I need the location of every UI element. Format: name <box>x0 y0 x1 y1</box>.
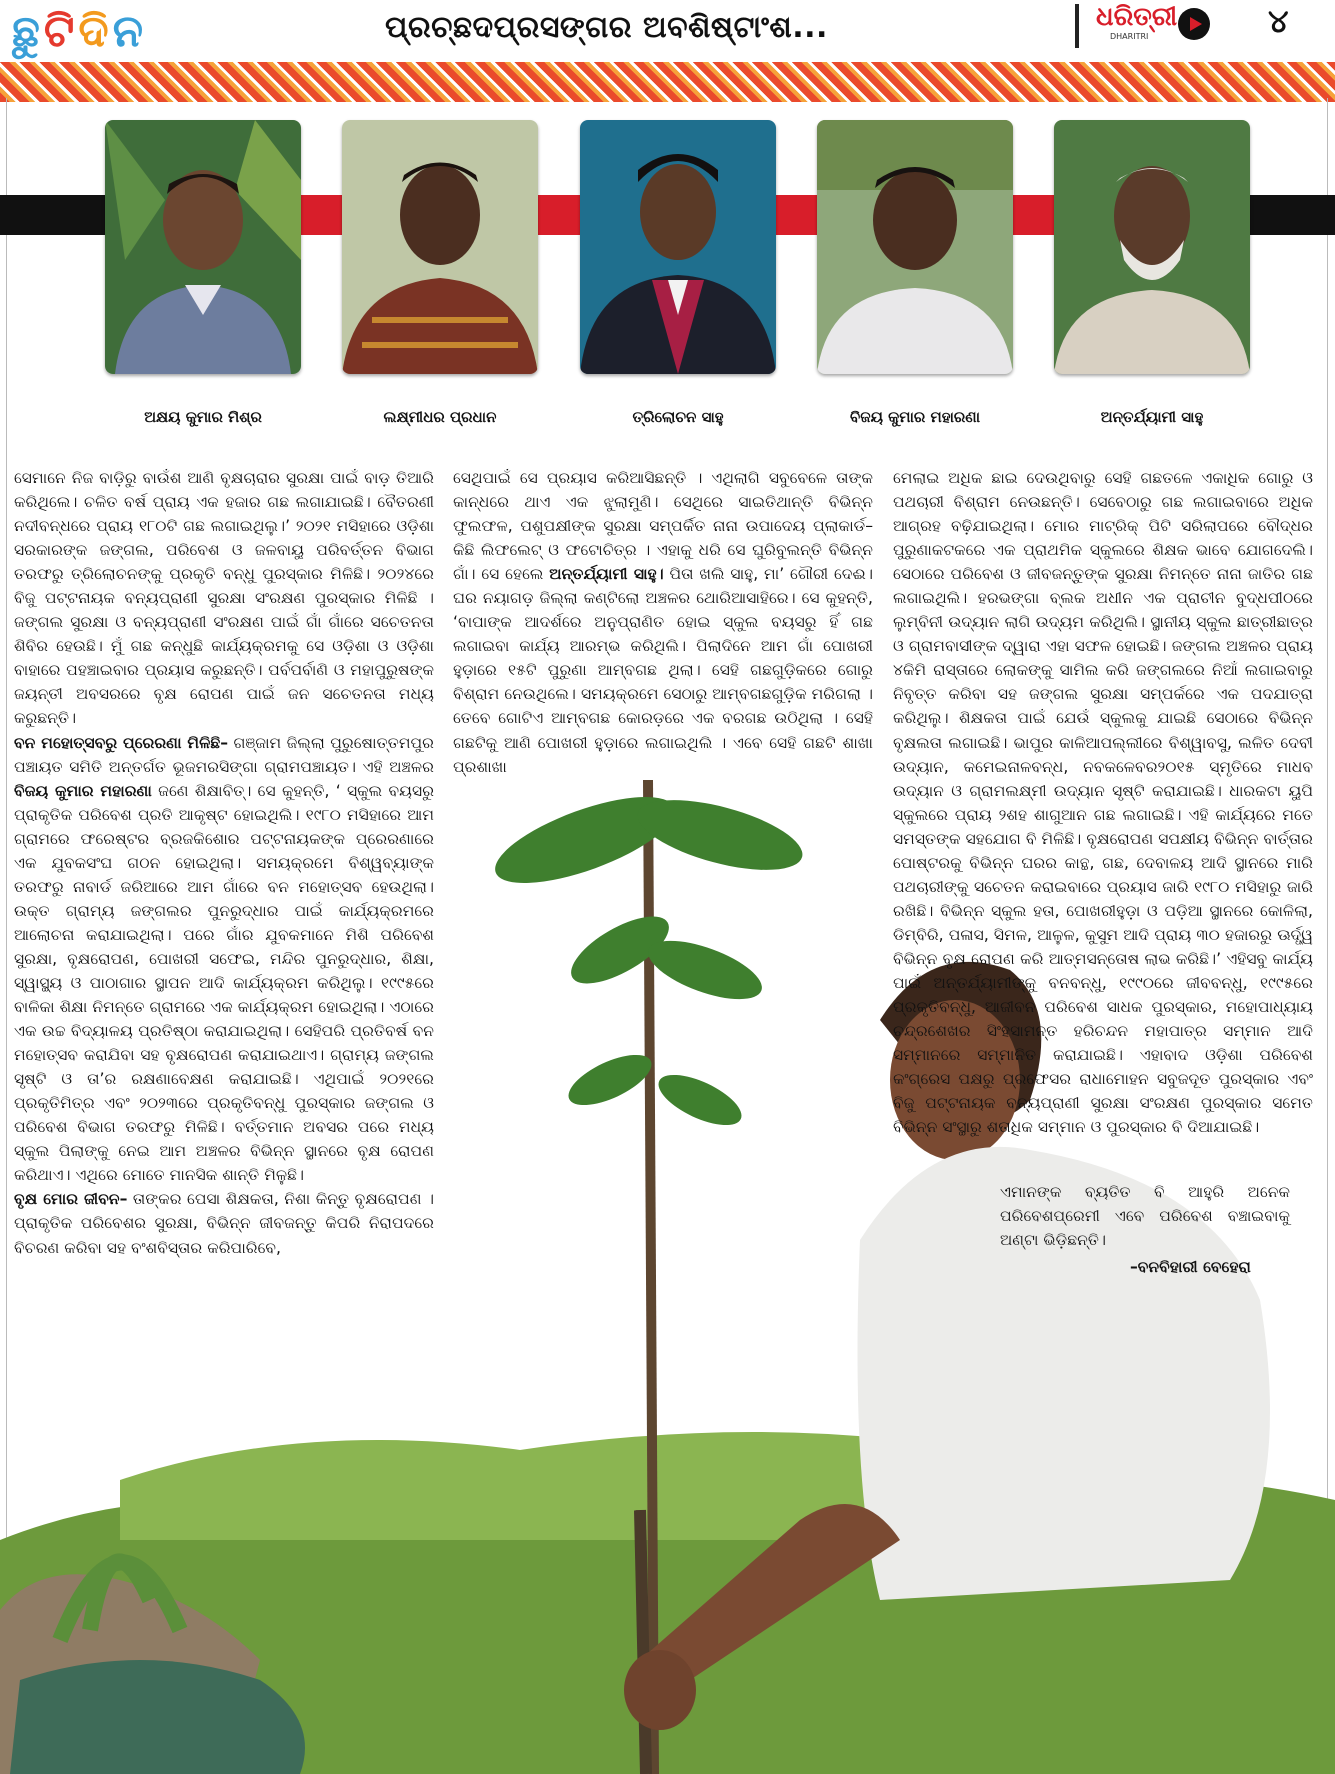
paragraph: ଗଞ୍ଜାମ ଜିଲ୍ଲା ପୁରୁଷୋତ୍ତମପୁର ପଞ୍ଚାୟତ ସମିତି ଅନ୍ତର୍ଗତ ଭୂଜମରସିଙ୍ଗା ଗ୍ରାମପଞ୍ଚାୟତ। ଏହି ଅଞ୍ଚଳର <box>14 733 434 776</box>
subheading: ବନ ମହୋତ୍ସବରୁ ପ୍ରେରଣା ମିଳିଛି– <box>14 733 229 752</box>
paragraph: ଜଣେ ଶିକ୍ଷାବିତ୍‌। ସେ କୁହନ୍ତି, ‘ ସ୍କୁଲ ବୟସରୁ ପ୍ରାକୃତିକ ପରିବେଶ ପ୍ରତି ଆକୃଷ୍ଟ ହୋଇଥିଲି। ୧୯୮୦ ମସିହାରେ ଆମ ଗ୍ରାମରେ ଫରେଷ୍ଟର ବ୍ରଜକିଶୋର ପଟ୍ଟନାୟକଙ୍କ ପ୍ରେରଣାରେ ଏକ ଯୁବକସଂଘ ଗଠନ ହୋଇଥିଲା। ସମୟକ୍ରମେ ବିଶ୍ୱବ୍ୟାଙ୍କ ତରଫରୁ ନାବାର୍ଡ ଜରିଆରେ ଆମ ଗାଁରେ ବନ ମହୋତ୍ସବ ହେଉଥିଲା। ଉକ୍ତ ଗ୍ରାମ୍ୟ ଜଙ୍ଗଲର ପୁନରୁଦ୍ଧାର ପାଇଁ କାର୍ଯ୍ୟକ୍ରମରେ ଆଲୋଚନା କରାଯାଇଥିଲା। ପରେ ଗାଁର ଯୁବକମାନେ ମିଶି ପରିବେଶ ସୁରକ୍ଷା, ବୃକ୍ଷରୋପଣ, ପୋଖରୀ ସଫେଇ, ମନ୍ଦିର ପୁନରୁଦ୍ଧାର, ଶିକ୍ଷା, ସ୍ୱାସ୍ଥ୍ୟ ଓ ପାଠାଗାର ସ୍ଥାପନ ଆଦି କାର୍ଯ୍ୟକ୍ରମ କରିଥିଲୁ। ୧୯୯୫ରେ ବାଳିକା ଶିକ୍ଷା ନିମନ୍ତେ ଗ୍ରାମରେ ଏକ କାର୍ଯ୍ୟକ୍ରମ ହୋଇଥିଲା। ଏଠାରେ ଏକ ଉଚ୍ଚ ବିଦ୍ୟାଳୟ ପ୍ରତିଷ୍ଠା କରାଯାଇଥିଲା। ସେହିପରି ପ୍ରତିବର୍ଷ ବନ ମହୋତ୍ସବ କରାଯିବା ସହ ବୃକ୍ଷରୋପଣ କରାଯାଇଥାଏ। ଗ୍ରାମ୍ୟ ଜଙ୍ଗଲ ସୃଷ୍ଟି ଓ ତା’ର ରକ୍ଷଣାବେକ୍ଷଣ କରାଯାଇଛି। ଏଥିପାଇଁ ୨୦୨୧ରେ ପ୍ରକୃତିମିତ୍ର ଏବଂ ୨୦୨୩ରେ ପ୍ରକୃତିବନ୍ଧୁ ପୁରସ୍କାର ଜଙ୍ଗଲ ଓ ପରିବେଶ ବିଭାଗ ତରଫରୁ ମିଳିଛି। ବର୍ତ୍ତମାନ ଅବସର ପରେ ମଧ୍ୟ ସ୍କୁଲ ପିଲାଙ୍କୁ ନେଇ ଆମ ଅଞ୍ଚଳର ବିଭିନ୍ନ ସ୍ଥାନରେ ବୃକ୍ଷ ରୋପଣ କରିଥାଏ। ଏଥିରେ ମୋତେ ମାନସିକ ଶାନ୍ତି ମିଳୁଛି। <box>14 781 435 1185</box>
portrait-caption: ତ୍ରିଲୋଚନ ସାହୁ <box>632 408 724 426</box>
article-tail <box>1000 1180 1290 1252</box>
byline: –ବନବିହାରୀ ବେହେରା <box>1130 1258 1251 1276</box>
subheading: ବୃକ୍ଷ ମୋର ଜୀବନ– <box>14 1190 128 1209</box>
paragraph: ମେଲାଇ ଅଧିକ ଛାଇ ଦେଉଥିବାରୁ ସେହି ଗଛତଳେ ଏକାଧିକ ଗୋରୁ ଓ ପଥଚାରୀ ବିଶ୍ରାମ ନେଉଛନ୍ତି। ସେବେଠାରୁ ଗଛ ଲଗାଇବାରେ ଅଧିକ ଆଗ୍ରହ ବଢ଼ିଯାଇଥିଲା। ମୋର ମାଟ୍ରିକ୍ ପିଟି ସରିଲାପରେ ବୌଦ୍ଧର ପୁରୁଣାକଟକରେ ଏକ ପ୍ରାଥମିକ ସ୍କୁଲରେ ଶିକ୍ଷକ ଭାବେ ଯୋଗଦେଲି। ସେଠାରେ ପରିବେଶ ଓ ଜୀବଜନ୍ତୁଙ୍କ ସୁରକ୍ଷା ନିମନ୍ତେ ନାନା ଜାତିର ଗଛ ଲଗାଇଥିଲି। ହରଭଙ୍ଗା ବ୍ଲକ ଅଧୀନ ଏକ ପ୍ରାଚୀନ ବୁଦ୍ଧପୀଠରେ ଲୁମ୍ବିନୀ ଉଦ୍ୟାନ ଲାଗି ଉଦ୍ୟମ କରିଥିଲି। ସ୍ଥାନୀୟ ସ୍କୁଲ ଛାତ୍ରୀଛାତ୍ର ଓ ଗ୍ରାମବାସୀଙ୍କ ଦ୍ୱାରା ଏହା ସଫଳ ହୋଇଛି। ଜଙ୍ଗଲ ଅଞ୍ଚଳର ପ୍ରାୟ ୪କିମି ରାସ୍ତାରେ ଲୋକଙ୍କୁ ସାମିଲ କରି ଜଙ୍ଗଲରେ ନିଆଁ ଲଗାଇବାରୁ ନିବୃତ୍ତ କରିବା ସହ ଜଙ୍ଗଲ ସୁରକ୍ଷା ସମ୍ପର୍କରେ ଏକ ପଦଯାତ୍ରା କରିଥିଲୁ। ଶିକ୍ଷକତା ପାଇଁ ଯେଉଁ ସ୍କୁଲକୁ ଯାଇଛି ସେଠାରେ ବିଭିନ୍ନ ବୃକ୍ଷଲତା ଲଗାଇଛି। ଭାପୁର କାଳିଆପଲ୍ଲୀରେ ବିଶ୍ୱାବସୁ, ଲଳିତ ଦେବୀ ଉଦ୍ୟାନ, କମେଇନାଳବନ୍ଧ, ନବକଳେବର୨୦୧୫ ସ୍ମୃତିରେ ମାଧବ ଉଦ୍ୟାନ ଓ ଗ୍ରାମଲକ୍ଷ୍ମୀ ଉଦ୍ୟାନ ସୃଷ୍ଟି କରାଯାଇଛି। ଧାରକଟା ୟୁପି ସ୍କୁଲରେ ପ୍ରାୟ ୨ଶହ ଶାଗୁଆନ ଗଛ ଲଗାଇଛି। ଏହି କାର୍ଯ୍ୟରେ ମତେ ସମସ୍ତଙ୍କ ସହଯୋଗ ବି ମିଳିଛି। ବୃକ୍ଷରୋପଣ ସପକ୍ଷୀୟ ବିଭିନ୍ନ ବାର୍ତ୍ତାର ପୋଷ୍ଟରକୁ ବିଭିନ୍ନ ଘରର କାନ୍ଥ, ଗଛ, ଦେବାଳୟ ଆଦି ସ୍ଥାନରେ ମାରି ପଥଚାରୀଙ୍କୁ ସଚେତନ କରାଇବାରେ ପ୍ରୟାସ ଜାରି ୧୯୮୦ ମସିହାରୁ ଜାରି ରଖିଛି। ବିଭିନ୍ନ ସ୍କୁଲ ହତା, ପୋଖରୀହୁଡ଼ା ଓ ପଡ଼ିଆ ସ୍ଥାନରେ କୋଳିଲା, ଡିମ୍ବିରି, ପଳାସ, ସିମଳ, ଆଳୁଳ, କୁସୁମ ଆଦି ପ୍ରାୟ ୩୦ ହଜାରରୁ ଊର୍ଦ୍ଧ୍ୱ ବିଭିନ୍ନ ବୃକ୍ଷ ରୋପଣ କରି ଆତ୍ମସନ୍ତୋଷ ଲାଭ କରିଛି।’ ଏହିସବୁ କାର୍ଯ୍ୟ ପାଇଁ ଅନ୍ତର୍ଯ୍ୟାମୀଙ୍କୁ ବନବନ୍ଧୁ, ୧୯୯୦ରେ ଜୀବବନ୍ଧୁ, ୧୯୯୫ରେ ପ୍ରକୃତିବନ୍ଧୁ, ଆଜୀବନ ପରିବେଶ ସାଧକ ପୁରସ୍କାର, ମହୋପାଧ୍ୟାୟ ଚନ୍ଦ୍ରଶେଖର ସିଂହସାମନ୍ତ ହରିଚନ୍ଦନ ମହାପାତ୍ର ସମ୍ମାନ ଆଦି ସମ୍ମାନରେ ସମ୍ମାନିତ କରାଯାଇଛି। ଏହାବାଦ ଓଡ଼ିଶା ପରିବେଶ କଂଗ୍ରେସ ପକ୍ଷରୁ ପ୍ରଫେସର ରାଧାମୋହନ ସବୁଜଦୂତ ପୁରସ୍କାର ଏବଂ ବିଜୁ ପଟ୍ଟନାୟକ ବନ୍ୟପ୍ରାଣୀ ସୁରକ୍ଷା ସଂରକ୍ଷଣ ପୁରସ୍କାର ସମେତ ବିଭିନ୍ନ ସଂସ୍ଥାରୁ ଶତାଧିକ ସମ୍ମାନ ଓ ପୁରସ୍କାର ବି ଦିଆଯାଇଛି। <box>893 469 1313 1137</box>
portrait-caption: ବିଜୟ କୁମାର ମହାରଣା <box>849 408 981 426</box>
page-headline: ପ୍ରଚ୍ଛଦପ୍ରସଙ୍ଗର ଅବଶିଷ୍ଟାଂଶ... <box>385 10 828 45</box>
portrait-photo <box>580 120 776 374</box>
portrait-photo <box>342 120 538 374</box>
portrait-caption: ଅକ୍ଷୟ କୁମାର ମିଶ୍ର <box>144 408 262 426</box>
logo-letter: ଛୁ <box>12 6 40 57</box>
logo-letter: ଦି <box>78 6 109 57</box>
page-header <box>0 0 1335 62</box>
header-divider <box>1075 4 1079 48</box>
play-icon <box>1178 8 1210 40</box>
section-logo <box>12 8 147 56</box>
portrait-photo <box>1054 120 1250 374</box>
portrait-photo <box>105 120 301 374</box>
paragraph: ସେମାନେ ନିଜ ବାଡ଼ିରୁ ବାଉଁଶ ଆଣି ବୃକ୍ଷଚାରାର ସୁରକ୍ଷା ପାଇଁ ବାଡ଼ ତିଆରି କରିଥିଲେ। ଚଳିତ ବର୍ଷ ପ୍ରାୟ ଏକ ହଜାର ଗଛ ଲଗାଯାଇଛି। ବୈତରଣୀ ନଦୀବନ୍ଧରେ ପ୍ରାୟ ୧୮୦ଟି ଗଛ ଲଗାଇଥିଲୁ।’ ୨୦୨୧ ମସିହାରେ ଓଡ଼ିଶା ସରକାରଙ୍କ ଜଙ୍ଗଲ, ପରିବେଶ ଓ ଜଳବାୟୁ ପରିବର୍ତ୍ତନ ବିଭାଗ ତରଫରୁ ତ୍ରିଲୋଚନଙ୍କୁ ପ୍ରକୃତି ବନ୍ଧୁ ପୁରସ୍କାର ମିଳିଛି। ୨୦୨୪ରେ ବିଜୁ ପଟ୍ଟନାୟକ ବନ୍ୟପ୍ରାଣୀ ସୁରକ୍ଷା ସଂରକ୍ଷଣ ପୁରସ୍କାର ମିଳିଛି । ଜଙ୍ଗଲ ସୁରକ୍ଷା ଓ ବନ୍ୟପ୍ରାଣୀ ସଂରକ୍ଷଣ ପାଇଁ ଗାଁ ଗାଁରେ ସଚେତନତା ଶିବିର ହେଉଛି। ମୁଁ ଗଛ କନ୍ଧୁଛି କାର୍ଯ୍ୟକ୍ରମକୁ ସେ ଓଡ଼ିଶା ଓ ଓଡ଼ିଶା ବାହାରେ ପହଞ୍ଚାଇବାର ପ୍ରୟାସ କରୁଛନ୍ତି। ପର୍ବପର୍ବାଣି ଓ ମହାପୁରୁଷଙ୍କ ଜୟନ୍ତୀ ଅବସରରେ ବୃକ୍ଷ ରୋପଣ ପାଇଁ ଜନ ସଚେତନତା ମଧ୍ୟ କରୁଛନ୍ତି। <box>14 469 434 728</box>
portrait-caption: ଅନ୍ତର୍ଯ୍ୟାମୀ ସାହୁ <box>1100 408 1204 426</box>
logo-letter: ନ <box>112 6 144 57</box>
decorative-stripe <box>0 62 1335 102</box>
publication-logo-sub: DHARITRI <box>1110 32 1149 41</box>
person-name: ଅନ୍ତର୍ଯ୍ୟାମୀ ସାହୁ। <box>549 565 664 584</box>
person-name: ବିଜୟ କୁମାର ମହାରଣା <box>14 781 152 800</box>
logo-letter: ଟି <box>43 6 75 57</box>
paragraph: ତାଙ୍କର ପେସା ଶିକ୍ଷକତା, ନିଶା କିନ୍ତୁ ବୃକ୍ଷରୋପଣ । ପ୍ରାକୃତିକ ପରିବେଶର ସୁରକ୍ଷା, ବିଭିନ୍ନ ଜୀବଜନ୍ତୁ କିପରି ନିରାପଦରେ ବିଚରଣ କରିବା ସହ ବଂଶବିସ୍ତାର କରିପାରିବେ, <box>14 1190 435 1257</box>
article-column-2 <box>453 466 873 779</box>
article-column-3 <box>893 466 1313 1139</box>
page-number: ୪ <box>1268 2 1289 40</box>
paragraph: ପିତା ଖଲି ସାହୁ, ମା’ ଗୌରୀ ଦେଈ। ଘର ନୟାଗଡ଼ ଜିଲ୍ଲା କଣ୍ଟିଲୋ ଅଞ୍ଚଳର ଥୋରିଆସାହିରେ। ସେ କୁହନ୍ତି, ‘ବାପାଙ୍କ ଆଦର୍ଶରେ ଅନୁପ୍ରାଣିତ ହୋଇ ସ୍କୁଲ ବୟସରୁ ହିଁ ଗଛ ଲଗାଇବା କାର୍ଯ୍ୟ ଆରମ୍ଭ କରିଥିଲି। ପିଲାଦିନେ ଆମ ଗାଁ ପୋଖରୀ ହୁଡ଼ାରେ ୧୫ଟି ପୁରୁଣା ଆମ୍ବଗଛ ଥିଲା। ସେହି ଗଛଗୁଡ଼ିକରେ ଗୋରୁ ବିଶ୍ରାମ ନେଉଥିଲେ। ସମୟକ୍ରମେ ସେଠାରୁ ଆମ୍ବଗଛଗୁଡ଼ିକ ମରିଗଲା । ତେବେ ଗୋଟିଏ ଆମ୍ବଗଛ କୋରଡ଼ରେ ଏକ ବରଗଛ ଉଠିଥିଲା । ସେହି ଗଛଟିକୁ ଆଣି ପୋଖରୀ ହୁଡ଼ାରେ ଲଗାଇଥିଲି । ଏବେ ସେହି ଗଛଟି ଶାଖା ପ୍ରଶାଖା <box>453 565 873 776</box>
paragraph: ଏମାନଙ୍କ ବ୍ୟତିତ ବି ଆହୁରି ଅନେକ ପରିବେଶପ୍ରେମୀ ଏବେ ପରିବେଶ ବଞ୍ଚାଇବାକୁ ଅଣ୍ଟା ଭିଡ଼ିଛନ୍ତି। <box>1000 1183 1290 1250</box>
publication-logo: ଧରିତ୍ରୀ <box>1096 2 1178 32</box>
article-column-1 <box>14 466 434 1260</box>
portrait-caption: ଲକ୍ଷ୍ମୀଧର ପ୍ରଧାନ <box>383 408 497 426</box>
portrait-photo <box>817 120 1013 374</box>
paragraph: ସେଥିପାଇଁ ସେ ପ୍ରୟାସ କରିଆସିଛନ୍ତି । ଏଥିଲାଗି ସବୁବେଳେ ତାଙ୍କ କାନ୍ଧରେ ଥାଏ ଏକ ଝୁଲାମୁଣି। ସେଥିରେ ସାଇତିଥାନ୍ତି ବିଭିନ୍ନ ଫୁଲଫଳ, ପଶୁପକ୍ଷୀଙ୍କ ସୁରକ୍ଷା ସମ୍ପର୍କିତ ନାନା ଉପାଦେୟ ପ୍ଲାକାର୍ଡ–କିଛି ଲିଫଲେଟ୍ ଓ ଫଟୋଚିତ୍ର । ଏହାକୁ ଧରି ସେ ଘୁରିବୁଲନ୍ତି ବିଭିନ୍ନ ଗାଁ। ସେ ହେଲେ <box>453 469 873 584</box>
